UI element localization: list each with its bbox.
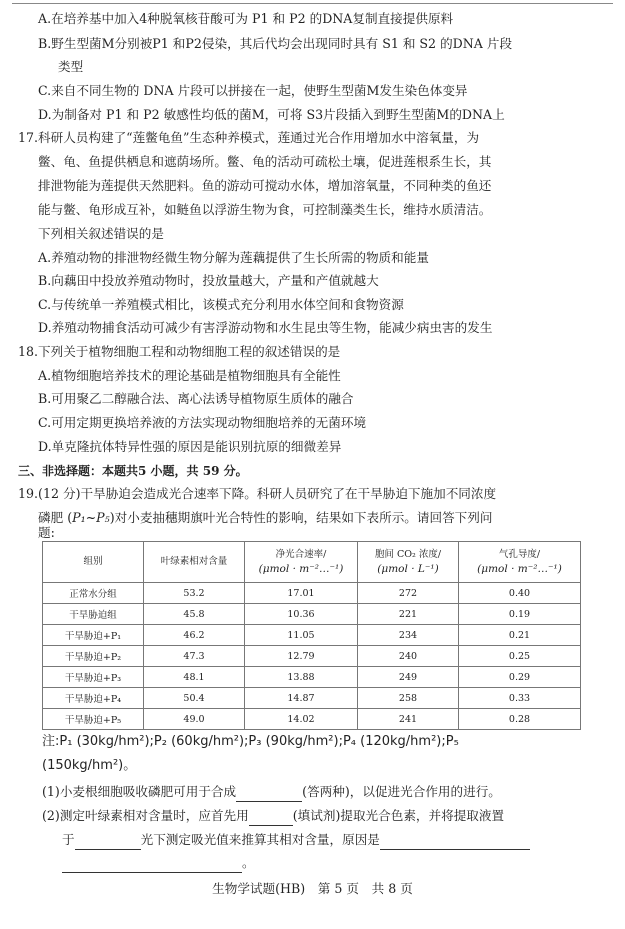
table-row: 干旱胁迫+P₅ 49.0 14.02 241 0.28 bbox=[43, 709, 581, 730]
q19-sub2: (2)测定叶绿素相对含量时，应首先用 (填试剂)提取光合色素，并将提取液置 bbox=[42, 806, 504, 826]
q17-stem-1: 17.科研人员构建了“莲鳖龟鱼”生态种养模式，莲通过光合作用增加水中溶氧量，为 bbox=[18, 130, 480, 145]
col-header-stomatal: 气孔导度/ (μmol · m⁻²…⁻¹) bbox=[459, 542, 581, 583]
col-header-chlorophyll: 叶绿素相对含量 bbox=[144, 542, 245, 583]
q18-option-b: B.可用聚乙二醇融合法、离心法诱导植物原生质体的融合 bbox=[38, 391, 354, 406]
table-row: 干旱胁迫+P₃ 48.1 13.88 249 0.29 bbox=[43, 667, 581, 688]
answer-blank[interactable] bbox=[249, 811, 293, 826]
table-row: 干旱胁迫+P₄ 50.4 14.87 258 0.33 bbox=[43, 688, 581, 709]
q19-sub1: (1)小麦根细胞吸收磷肥可用于合成 (答两种)，以促进光合作用的进行。 bbox=[42, 782, 501, 802]
q16-option-d: D.为制备对 P1 和 P2 敏感性均低的菌M，可将 S3片段插入到野生型菌M的DNA上 bbox=[38, 107, 505, 122]
q17-option-b: B.向藕田中投放养殖动物时，投放量越大，产量和产值就越大 bbox=[38, 273, 379, 288]
answer-blank[interactable] bbox=[62, 858, 242, 873]
answer-blank[interactable] bbox=[75, 835, 141, 850]
table-note-1: 注:P₁ (30kg/hm²);P₂ (60kg/hm²);P₃ (90kg/hm²);P₄ (120kg/hm²);P₅ bbox=[42, 734, 459, 749]
q19-stem-1: 19.(12 分)干旱胁迫会造成光合速率下降。科研人员研究了在干旱胁迫下施加不同浓度 bbox=[18, 486, 497, 501]
col-header-group: 组别 bbox=[43, 542, 144, 583]
q19-stem-2 bbox=[38, 508, 492, 528]
answer-blank[interactable] bbox=[380, 835, 530, 850]
q19-stem-2c: )对小麦抽穗期旗叶光合特性的影响，结果如下表所示。请回答下列问 bbox=[109, 510, 493, 525]
q17-option-d: D.养殖动物捕食活动可减少有害浮游动物和水生昆虫等生物，能减少病虫害的发生 bbox=[38, 320, 493, 335]
q19-sub2-end: 。 bbox=[62, 853, 255, 873]
q17-stem-5: 下列相关叙述错误的是 bbox=[38, 226, 164, 241]
col-header-co2: 胞间 CO₂ 浓度/ (μmol · L⁻¹) bbox=[358, 542, 459, 583]
q16-option-c: C.来自不同生物的 DNA 片段可以拼接在一起，使野生型菌M发生染色体变异 bbox=[38, 83, 468, 98]
q16-option-b-cont: 类型 bbox=[58, 59, 84, 74]
q17-option-c: C.与传统单一养殖模式相比，该模式充分利用水体空间和食物资源 bbox=[38, 297, 404, 312]
q19-stem-2b: P₁~P₅ bbox=[72, 510, 110, 525]
section-header bbox=[18, 461, 248, 481]
page-footer: 生物学试题(HB) 第 5 页 共 8 页 bbox=[212, 881, 413, 896]
table-row: 干旱胁迫+P₁ 46.2 11.05 234 0.21 bbox=[43, 625, 581, 646]
q17-stem-3: 排泄物能为莲提供天然肥料。鱼的游动可搅动水体，增加溶氧量，不同种类的鱼还 bbox=[38, 178, 492, 193]
q16-option-b: B.野生型菌M分别被P1 和P2侵染，其后代均会出现同时具有 S1 和 S2 的DNA 片段 bbox=[38, 36, 513, 51]
table-row: 正常水分组 53.2 17.01 272 0.40 bbox=[43, 583, 581, 604]
table-note-2: (150kg/hm²)。 bbox=[42, 758, 137, 773]
q16-option-a: A.在培养基中加入4种脱氧核苷酸可为 P1 和 P2 的DNA复制直接提供原料 bbox=[38, 11, 454, 26]
q18-option-c: C.可用定期更换培养液的方法实现动物细胞培养的无菌环境 bbox=[38, 415, 367, 430]
col-header-net-photosynthesis: 净光合速率/ (μmol · m⁻²…⁻¹) bbox=[245, 542, 358, 583]
answer-blank[interactable] bbox=[236, 787, 302, 802]
q18-stem: 18.下列关于植物细胞工程和动物细胞工程的叙述错误的是 bbox=[18, 344, 341, 359]
results-table bbox=[42, 541, 581, 730]
q19-stem-3: 题: bbox=[38, 525, 55, 540]
table-header-row bbox=[43, 542, 581, 583]
top-rule bbox=[12, 3, 613, 4]
table-row: 干旱胁迫组 45.8 10.36 221 0.19 bbox=[43, 604, 581, 625]
q18-option-d: D.单克隆抗体特异性强的原因是能识别抗原的细微差异 bbox=[38, 439, 342, 454]
q17-stem-2: 鳖、龟、鱼提供栖息和遮荫场所。鳖、龟的活动可疏松土壤，促进莲根系生长，其 bbox=[38, 154, 492, 169]
section-desc: 本题共5 小题，共 59 分。 bbox=[102, 464, 248, 478]
q19-stem-2a: 磷肥 ( bbox=[38, 510, 73, 525]
q19-sub2-cont: 于 光下测定吸光值来推算其相对含量，原因是 bbox=[62, 830, 530, 850]
table-row: 干旱胁迫+P₂ 47.3 12.79 240 0.25 bbox=[43, 646, 581, 667]
q17-option-a: A.养殖动物的排泄物经微生物分解为莲藕提供了生长所需的物质和能量 bbox=[38, 250, 429, 265]
q18-option-a: A.植物细胞培养技术的理论基础是植物细胞具有全能性 bbox=[38, 368, 341, 383]
q17-stem-4: 能与鳖、龟形成互补，如鲢鱼以浮游生物为食，可控制藻类生长，维持水质清洁。 bbox=[38, 202, 492, 217]
section-prefix: 三、非选择题： bbox=[18, 464, 103, 478]
